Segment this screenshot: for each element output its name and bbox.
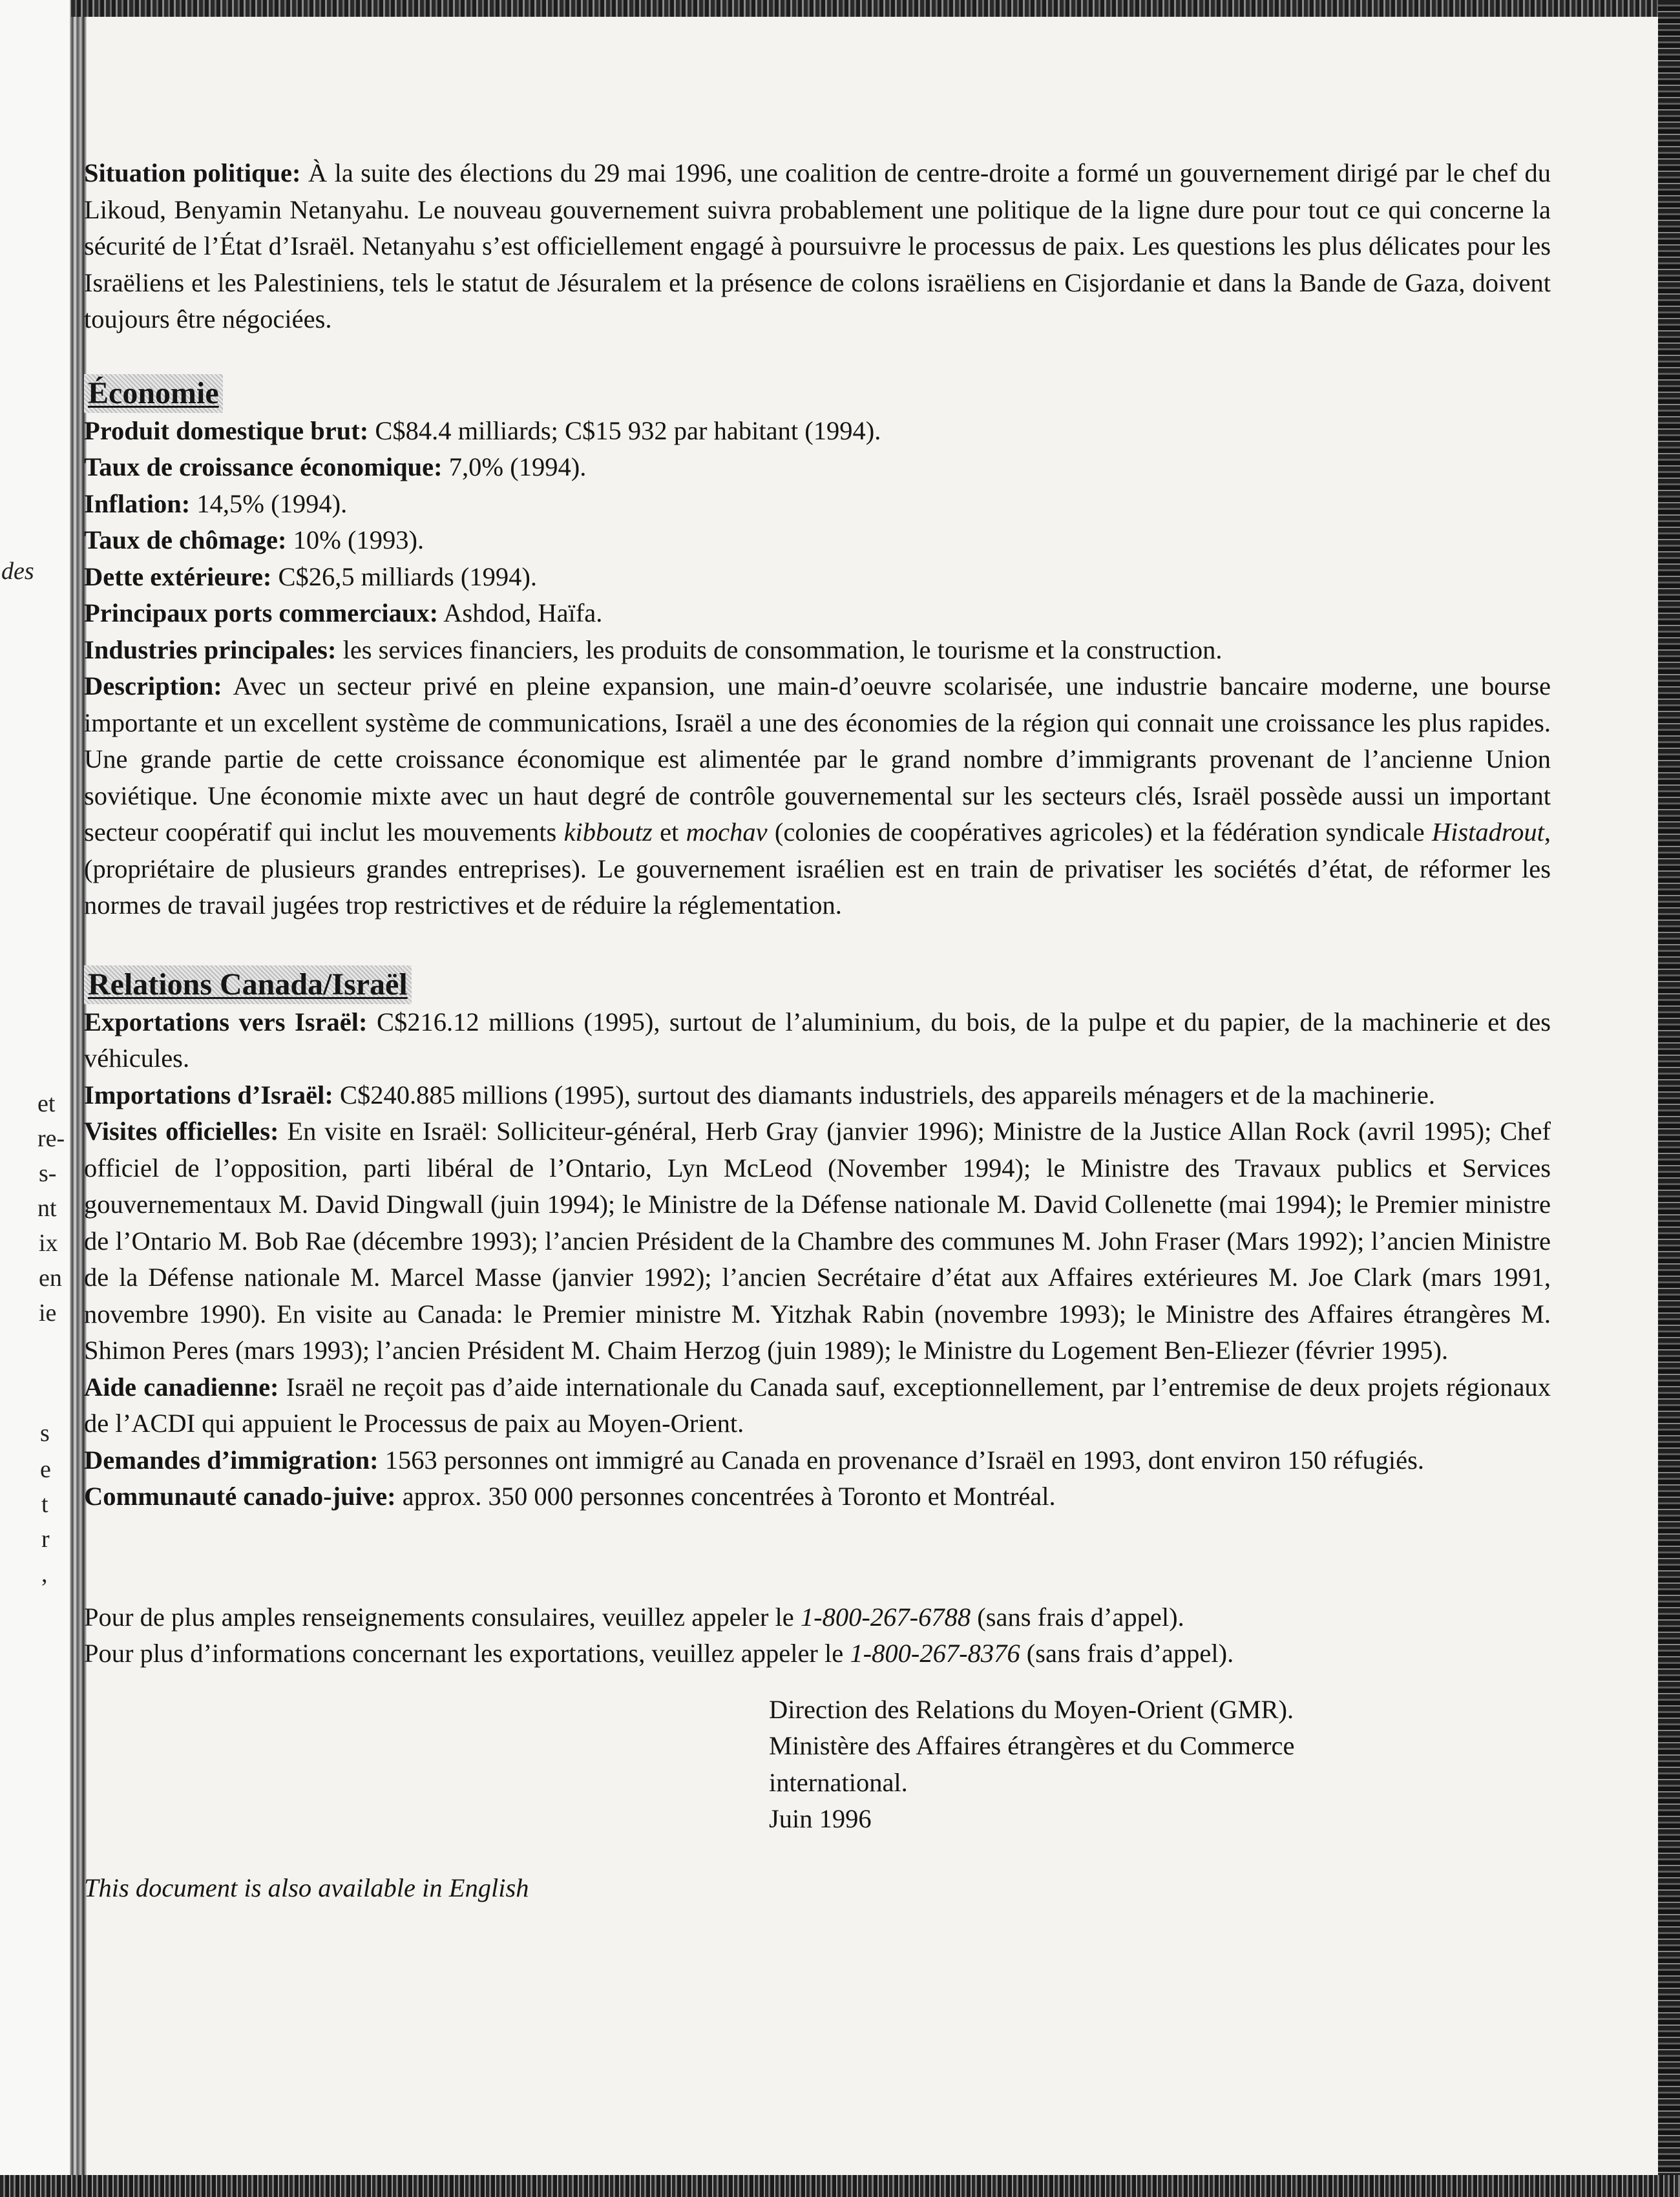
contact-text: Pour plus d’informations concernant les exportations, veuillez appeler le (84, 1639, 850, 1668)
relations-field (84, 1004, 1551, 1077)
gutter-fragment: ix (39, 1230, 58, 1257)
gutter (0, 0, 70, 2197)
field-label: Situation politique: (84, 158, 301, 187)
contact-info (84, 1599, 1551, 1672)
description-text: (colonies de coopératives agricoles) et la fédération syndicale (767, 817, 1432, 846)
phone-number: 1-800-267-6788 (800, 1602, 971, 1632)
section-heading-relations: Relations Canada/Israël (84, 965, 412, 1004)
field-value: C$84.4 milliards; C$15 932 par habitant (1994). (368, 415, 881, 445)
field-label: Communauté canado-juive: (84, 1482, 396, 1511)
field-label: Importations d’Israël: (84, 1080, 333, 1109)
field-value: C$216.12 millions (1995), surtout de l’aluminium, du bois, de la pulpe et du papier, de la machinerie et des véhicules. (84, 1007, 1551, 1073)
relations-field (84, 1113, 1551, 1369)
gutter-fragment: , (41, 1561, 48, 1588)
economy-field (84, 449, 1551, 486)
field-value: 10% (1993). (286, 525, 425, 554)
field-label: Dette extérieure: (84, 562, 272, 591)
gutter-fragment: en (39, 1265, 62, 1292)
gutter-fragment: s- (39, 1160, 57, 1187)
field-label: Aide canadienne: (84, 1372, 279, 1402)
economy-field (84, 632, 1551, 669)
field-value: C$240.885 millions (1995), surtout des diamants industriels, des appareils ménagers et de la machinerie. (333, 1080, 1435, 1109)
description-text: Avec un secteur privé en pleine expansion, une main-d’oeuvre scolarisée, une industrie bancaire moderne, une bourse importante et un excellent système de communications, Israël a une des économies de la région qui connait une croissance les plus rapides. Une grande partie de cette croissance économique est alimentée par le grand nombre d’immigrants provenant de l’ancienne Union soviétique. Une économie mixte avec un haut degré de contrôle gouvernemental sur les secteurs clés, Israël possède aussi un important secteur coopératif qui inclut les mouvements (84, 671, 1551, 846)
field-label: Description: (84, 671, 222, 700)
contact-line (84, 1599, 1551, 1636)
english-availability-note: This document is also available in English (84, 1873, 529, 1902)
phone-number: 1-800-267-8376 (850, 1639, 1020, 1668)
signature-line: Ministère des Affaires étrangères et du Commerce (769, 1731, 1295, 1760)
field-value: 14,5% (1994). (190, 489, 348, 518)
relations-field (84, 1077, 1551, 1114)
economy-field (84, 486, 1551, 523)
contact-text: (sans frais d’appel). (971, 1602, 1184, 1632)
field-label: Demandes d’immigration: (84, 1445, 379, 1475)
gutter-fragment: e (40, 1456, 51, 1483)
field-value: Ashdod, Haïfa. (438, 598, 603, 627)
section-heading-economy: Économie (84, 374, 223, 413)
field-value: 7,0% (1994). (442, 452, 587, 481)
relations-field (84, 1369, 1551, 1442)
field-value: C$26,5 milliards (1994). (271, 562, 538, 591)
term-mochav: mochav (686, 817, 768, 846)
economy-field (84, 522, 1551, 559)
scan-border-bottom (0, 2175, 1680, 2197)
gutter-fragment: ie (39, 1299, 57, 1327)
field-label: Taux de chômage: (84, 525, 287, 554)
field-value: À la suite des élections du 29 mai 1996, une coalition de centre-droite a formé un gouvernement dirigé par le chef du Likoud, Benyamin Netanyahu. Le nouveau gouvernement suivra probablement une politique de la ligne dure pour tout ce qui concerne la sécurité de l’État d’Israël. Netanyahu s’est officiellement engagé à poursuivre le processus de paix. Les questions les plus délicates pour les Israëliens et les Palestiniens, tels le statut de Jésuralem et la présence de colons israëliens en Cisjordanie et dans la Bande de Gaza, doivent toujours être négociées. (84, 158, 1551, 333)
gutter-fragment: des (1, 558, 34, 585)
field-label: Inflation: (84, 489, 191, 518)
field-value: En visite en Israël: Solliciteur-général, Herb Gray (janvier 1996); Ministre de la Justice Allan Rock (avril 1995); Chef officiel de l’opposition, parti libéral de l’Ontario, Lyn McLeod (November 1994); le Ministre des Travaux publics et Services gouvernementaux M. David Dingwall (juin 1994); le Ministre de la Défense nationale M. David Collenette (mai 1994); le Premier ministre de l’Ontario M. Bob Rae (décembre 1993); l’ancien Président de la Chambre des communes M. John Fraser (Mars 1992); l’ancien Ministre de la Défense nationale M. Marcel Masse (janvier 1992); l’ancien Secrétaire d’état aux Affaires extérieures M. Joe Clark (mars 1991, novembre 1990). En visite au Canada: le Premier ministre M. Yitzhak Rabin (novembre 1993); le Ministre des Affaires étrangères M. Shimon Peres (mars 1993); l’ancien Président M. Chaim Herzog (juin 1989); le Ministre du Logement Ben-Eliezer (février 1995). (84, 1117, 1551, 1365)
document-body (84, 155, 1551, 1906)
signature-date: Juin 1996 (769, 1804, 872, 1833)
gutter-fragment: r (41, 1526, 50, 1553)
description-text: , (propriétaire de plusieurs grandes entreprises). Le gouvernement israélien est en train de privatiser les sociétés d’état, de réformer les normes de travail jugées trop restrictives et de réduire la réglementation. (84, 817, 1551, 920)
signature-line: Direction des Relations du Moyen-Orient (GMR). (769, 1694, 1294, 1724)
field-label: Industries principales: (84, 635, 337, 664)
signature-line: international. (769, 1767, 908, 1797)
economy-description (84, 668, 1551, 924)
gutter-fragment: s (40, 1420, 50, 1447)
signature-block (769, 1692, 1551, 1838)
field-label: Principaux ports commerciaux: (84, 598, 439, 627)
term-histadrout: Histadrout (1431, 817, 1544, 846)
political-situation (84, 155, 1551, 338)
scan-border-right (1658, 0, 1680, 2197)
gutter-fragment: re- (37, 1125, 65, 1152)
contact-line (84, 1635, 1551, 1672)
field-value: Israël ne reçoit pas d’aide internationale du Canada sauf, exceptionnellement, par l’entremise de deux projets régionaux de l’ACDI qui appuient le Processus de paix au Moyen-Orient. (84, 1372, 1551, 1438)
contact-text: (sans frais d’appel). (1020, 1639, 1234, 1668)
field-label: Produit domestique brut: (84, 415, 369, 445)
term-kibboutz: kibboutz (563, 817, 653, 846)
field-value: approx. 350 000 personnes concentrées à Toronto et Montréal. (395, 1482, 1056, 1511)
field-label: Visites officielles: (84, 1117, 279, 1146)
field-label: Taux de croissance économique: (84, 452, 443, 481)
scan-border-top (71, 0, 1680, 17)
field-value: les services financiers, les produits de consommation, le tourisme et la construction. (336, 635, 1223, 664)
economy-field (84, 595, 1551, 632)
economy-field (84, 559, 1551, 596)
description-text: et (652, 817, 686, 846)
field-value: 1563 personnes ont immigré au Canada en provenance d’Israël en 1993, dont environ 150 réfugiés. (378, 1445, 1424, 1475)
relations-field (84, 1442, 1551, 1479)
relations-field (84, 1478, 1551, 1515)
economy-field (84, 413, 1551, 450)
gutter-fragment: nt (37, 1195, 57, 1222)
contact-text: Pour de plus amples renseignements consulaires, veuillez appeler le (84, 1602, 801, 1632)
gutter-fragment: t (41, 1491, 48, 1518)
gutter-fragment: et (37, 1090, 56, 1117)
field-label: Exportations vers Israël: (84, 1007, 368, 1036)
